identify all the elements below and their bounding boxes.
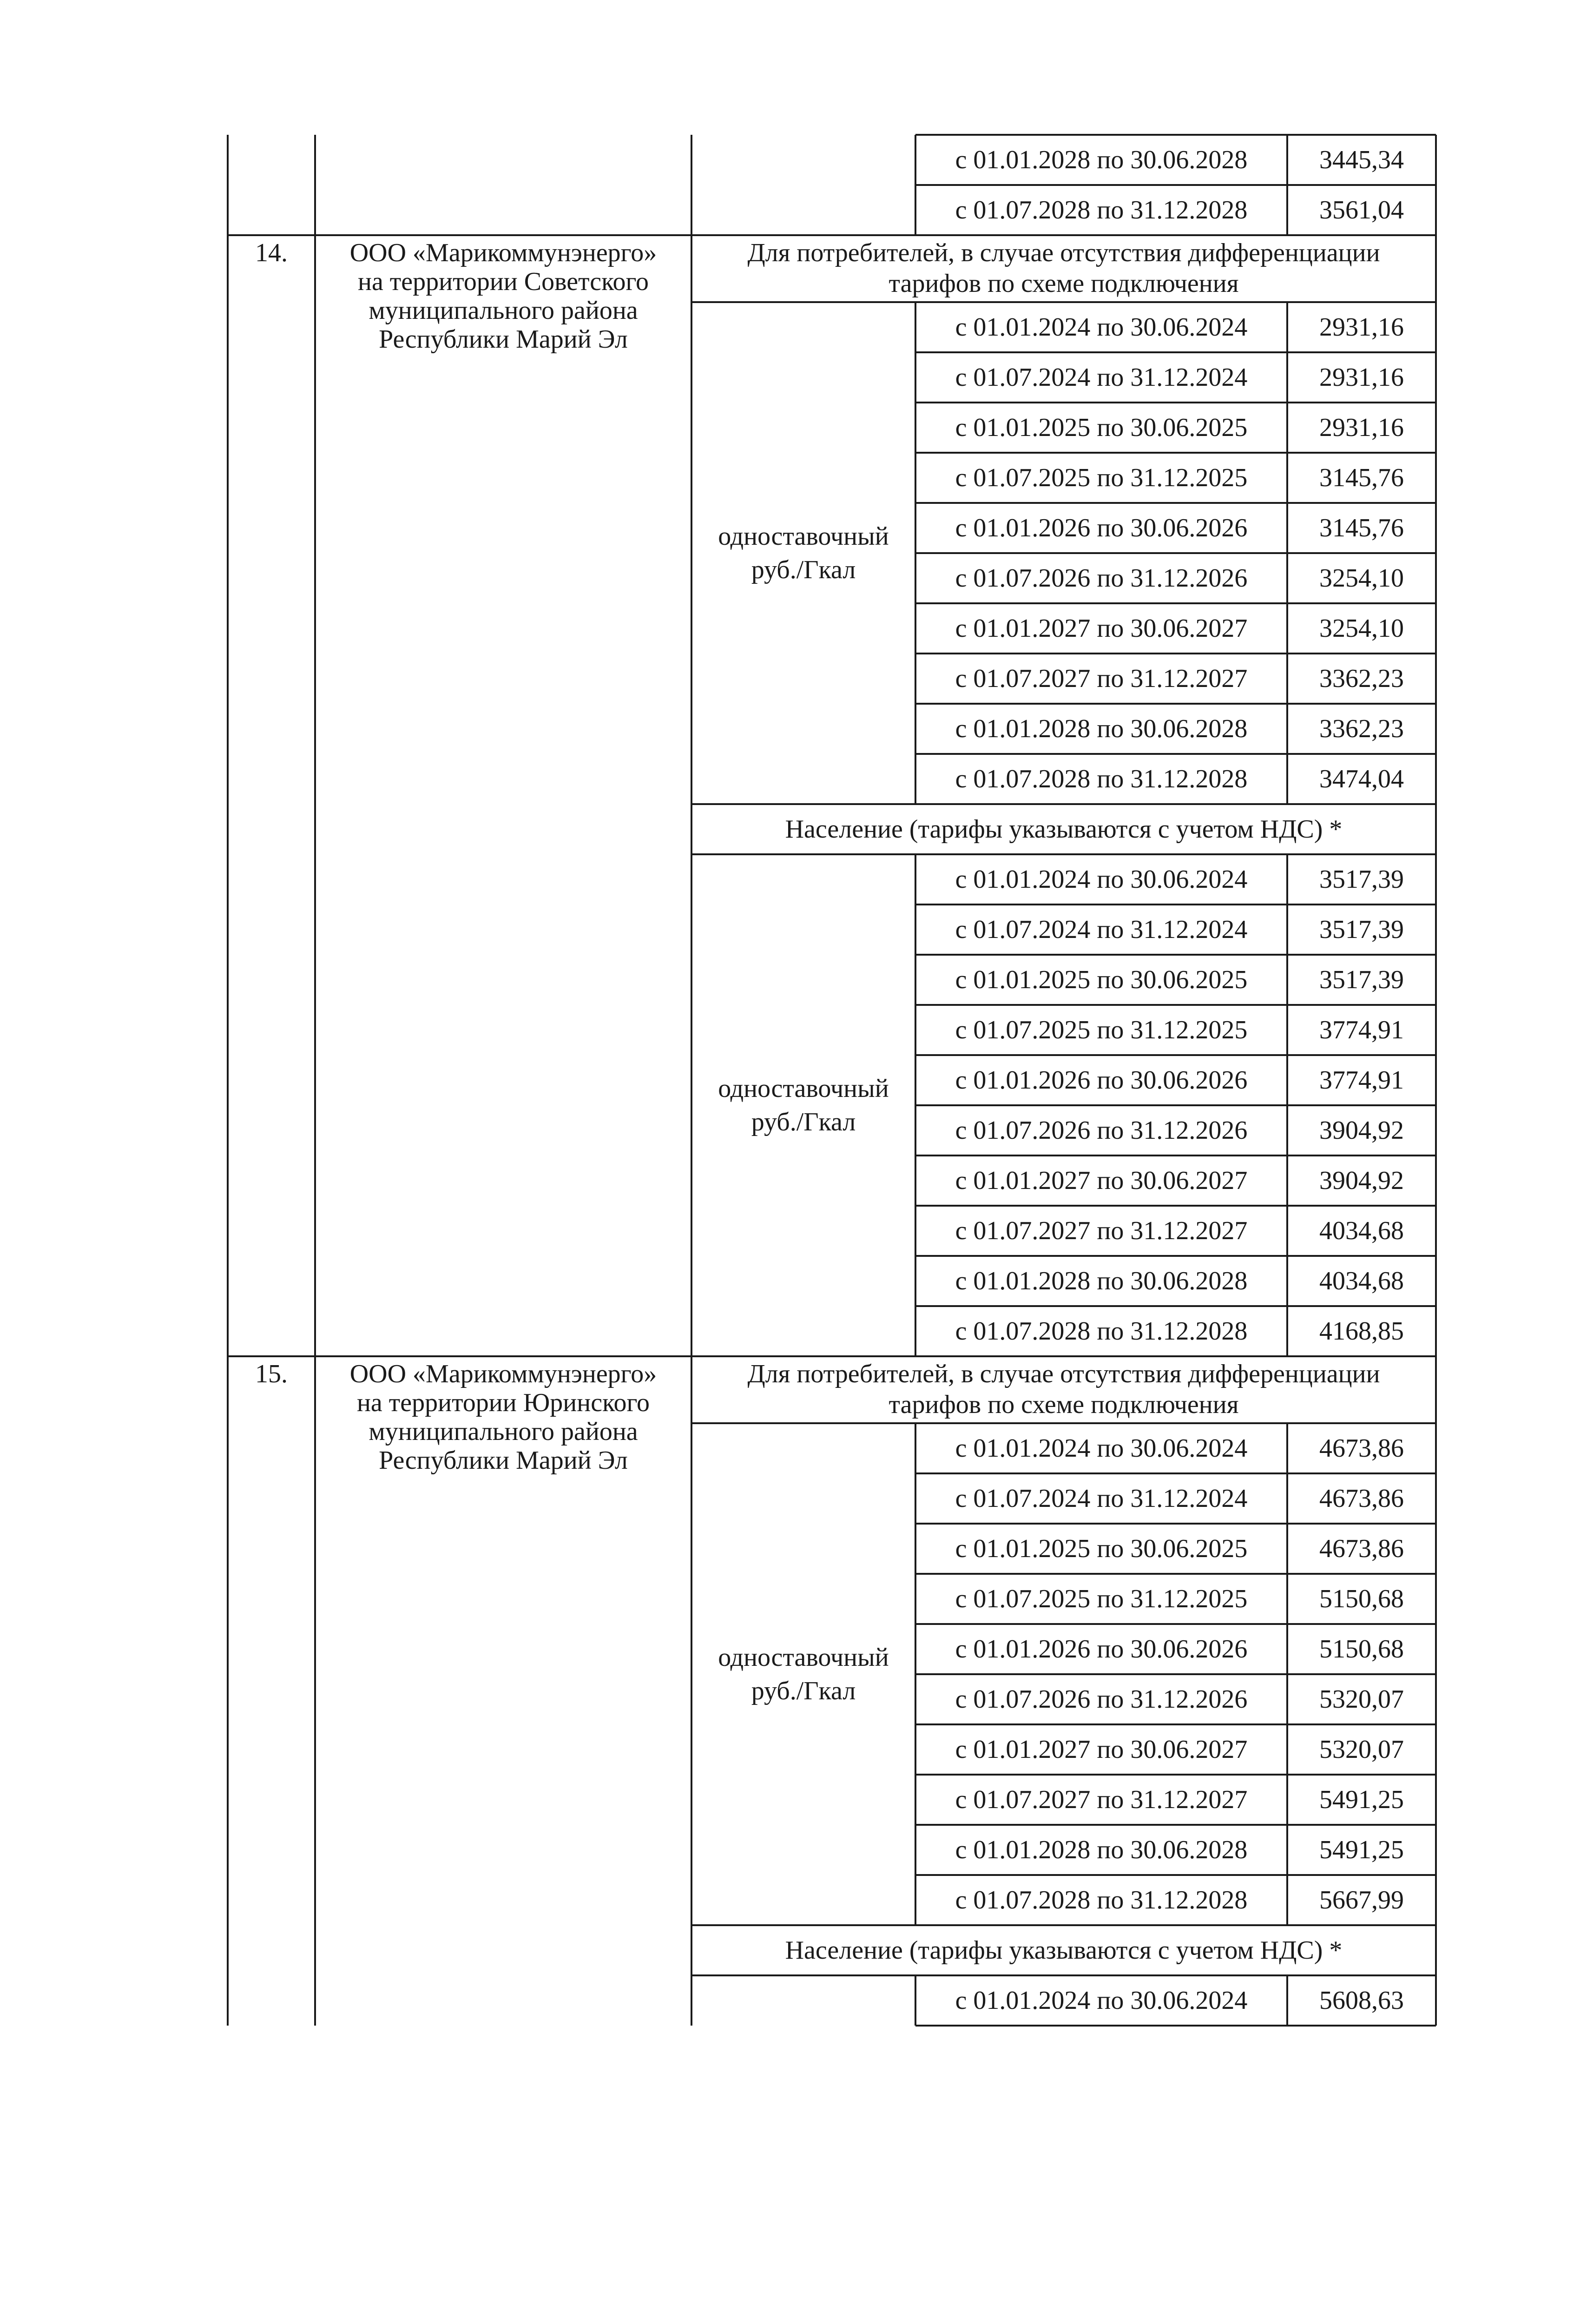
value-cell: 5320,07 bbox=[1319, 1735, 1404, 1764]
period-cell: с 01.01.2024 по 30.06.2024 bbox=[955, 313, 1248, 342]
row-border bbox=[915, 2025, 1436, 2027]
row-border bbox=[915, 1523, 1436, 1525]
value-cell: 3362,23 bbox=[1319, 664, 1404, 693]
group-header-consumers: тарифов по схеме подключения bbox=[889, 1390, 1239, 1419]
col-border-right bbox=[1435, 235, 1437, 1356]
value-cell: 3904,92 bbox=[1319, 1116, 1404, 1145]
col-border-right bbox=[1435, 135, 1437, 235]
organization-name-line: Республики Марий Эл bbox=[379, 1446, 628, 1475]
period-cell: с 01.01.2024 по 30.06.2024 bbox=[955, 1986, 1248, 2015]
period-cell: с 01.01.2026 по 30.06.2026 bbox=[955, 514, 1248, 542]
col-border-number bbox=[227, 1356, 229, 2026]
group-header-population: Население (тарифы указываются с учетом НДС) * bbox=[785, 1936, 1343, 1965]
period-cell: с 01.07.2026 по 31.12.2026 bbox=[955, 1685, 1248, 1714]
value-cell: 2931,16 bbox=[1319, 363, 1404, 392]
value-cell: 5320,07 bbox=[1319, 1685, 1404, 1714]
value-cell: 3254,10 bbox=[1319, 614, 1404, 643]
period-cell: с 01.07.2025 по 31.12.2025 bbox=[955, 1585, 1248, 1613]
col-border-number bbox=[227, 235, 229, 1356]
group-header-population: Население (тарифы указываются с учетом НДС) * bbox=[785, 815, 1343, 844]
period-cell: с 01.01.2028 по 30.06.2028 bbox=[955, 714, 1248, 743]
value-cell: 3517,39 bbox=[1319, 965, 1404, 994]
organization-name-line: на территории Советского bbox=[357, 267, 649, 296]
value-cell: 3517,39 bbox=[1319, 865, 1404, 894]
row-border bbox=[915, 1874, 1436, 1876]
organization-name-line: ООО «Марикоммунэнерго» bbox=[349, 238, 657, 267]
col-border-type bbox=[691, 1356, 692, 2026]
period-cell: с 01.01.2027 по 30.06.2027 bbox=[955, 1166, 1248, 1195]
organization-name-line: на территории Юринского bbox=[356, 1388, 650, 1417]
period-cell: с 01.07.2027 по 31.12.2027 bbox=[955, 1216, 1248, 1245]
period-cell: с 01.07.2025 по 31.12.2025 bbox=[955, 463, 1248, 492]
value-cell: 5150,68 bbox=[1319, 1585, 1404, 1613]
row-border bbox=[915, 1623, 1436, 1625]
period-cell: с 01.01.2025 по 30.06.2025 bbox=[955, 1534, 1248, 1563]
col-border-period bbox=[915, 854, 916, 1356]
row-border bbox=[915, 954, 1436, 956]
row-border bbox=[915, 1155, 1436, 1156]
group-header-border bbox=[691, 1422, 1436, 1424]
row-border bbox=[915, 402, 1436, 403]
entry-number: 14. bbox=[255, 238, 288, 267]
group-header-consumers: Для потребителей, в случае отсутствия дифференциации bbox=[747, 1360, 1380, 1388]
row-border bbox=[915, 904, 1436, 905]
value-cell: 3145,76 bbox=[1319, 514, 1404, 542]
row-border bbox=[915, 184, 1436, 186]
row-border bbox=[915, 1004, 1436, 1006]
value-cell: 4673,86 bbox=[1319, 1434, 1404, 1463]
value-cell: 3254,10 bbox=[1319, 564, 1404, 593]
value-cell: 3362,23 bbox=[1319, 714, 1404, 743]
period-cell: с 01.07.2028 по 31.12.2028 bbox=[955, 1886, 1248, 1915]
value-cell: 5667,99 bbox=[1319, 1886, 1404, 1915]
period-cell: с 01.01.2028 по 30.06.2028 bbox=[955, 1835, 1248, 1864]
value-cell: 4673,86 bbox=[1319, 1534, 1404, 1563]
period-cell: с 01.07.2024 по 31.12.2024 bbox=[955, 915, 1248, 944]
period-cell: с 01.01.2025 по 30.06.2025 bbox=[955, 413, 1248, 442]
organization-name-line: ООО «Марикоммунэнерго» bbox=[349, 1360, 657, 1388]
value-cell: 4168,85 bbox=[1319, 1317, 1404, 1346]
row-border bbox=[915, 1205, 1436, 1207]
period-cell: с 01.07.2027 по 31.12.2027 bbox=[955, 1785, 1248, 1814]
period-cell: с 01.07.2028 по 31.12.2028 bbox=[955, 196, 1248, 224]
value-cell: 3774,91 bbox=[1319, 1066, 1404, 1095]
value-cell: 3445,34 bbox=[1319, 145, 1404, 174]
row-border bbox=[915, 452, 1436, 454]
period-cell: с 01.01.2027 по 30.06.2027 bbox=[955, 614, 1248, 643]
value-cell: 5608,63 bbox=[1319, 1986, 1404, 2015]
value-cell: 4034,68 bbox=[1319, 1216, 1404, 1245]
col-border-value bbox=[1286, 854, 1288, 1356]
row-border bbox=[915, 502, 1436, 504]
value-cell: 3145,76 bbox=[1319, 463, 1404, 492]
period-cell: с 01.07.2026 по 31.12.2026 bbox=[955, 1116, 1248, 1145]
period-cell: с 01.01.2026 по 30.06.2026 bbox=[955, 1635, 1248, 1664]
col-border-value bbox=[1286, 302, 1288, 804]
group-header-border bbox=[691, 301, 1436, 303]
row-border bbox=[915, 351, 1436, 353]
period-cell: с 01.07.2025 по 31.12.2025 bbox=[955, 1016, 1248, 1044]
col-border-right bbox=[1435, 1356, 1437, 2026]
col-border-value bbox=[1286, 1423, 1288, 1925]
row-border bbox=[915, 703, 1436, 705]
period-cell: с 01.01.2027 по 30.06.2027 bbox=[955, 1735, 1248, 1764]
row-border bbox=[915, 653, 1436, 654]
tariff-type: одноставочный bbox=[718, 522, 889, 551]
value-cell: 3517,39 bbox=[1319, 915, 1404, 944]
col-border-period bbox=[915, 1423, 916, 1925]
row-border bbox=[915, 753, 1436, 755]
col-border-period bbox=[915, 135, 916, 235]
value-cell: 3474,04 bbox=[1319, 765, 1404, 793]
row-border bbox=[915, 1104, 1436, 1106]
period-cell: с 01.01.2028 по 30.06.2028 bbox=[955, 145, 1248, 174]
row-border bbox=[915, 1723, 1436, 1725]
row-border bbox=[915, 602, 1436, 604]
value-cell: 3904,92 bbox=[1319, 1166, 1404, 1195]
organization-name-line: муниципального района bbox=[369, 296, 638, 325]
organization-name-line: Республики Марий Эл bbox=[379, 325, 628, 354]
period-cell: с 01.07.2024 по 31.12.2024 bbox=[955, 363, 1248, 392]
period-cell: с 01.01.2028 по 30.06.2028 bbox=[955, 1267, 1248, 1295]
row-border bbox=[915, 1774, 1436, 1776]
col-border-value bbox=[1286, 135, 1288, 235]
value-cell: 4673,86 bbox=[1319, 1484, 1404, 1513]
col-border-org bbox=[314, 135, 316, 235]
row-border bbox=[915, 1673, 1436, 1675]
row-top-border bbox=[915, 134, 1436, 136]
value-cell: 5150,68 bbox=[1319, 1635, 1404, 1664]
period-cell: с 01.01.2024 по 30.06.2024 bbox=[955, 1434, 1248, 1463]
row-border bbox=[915, 1824, 1436, 1826]
row-border bbox=[915, 552, 1436, 554]
value-cell: 5491,25 bbox=[1319, 1835, 1404, 1864]
period-cell: с 01.01.2025 по 30.06.2025 bbox=[955, 965, 1248, 994]
value-cell: 4034,68 bbox=[1319, 1267, 1404, 1295]
col-border-type bbox=[691, 135, 692, 235]
col-border-type bbox=[691, 235, 692, 1356]
value-cell: 3561,04 bbox=[1319, 196, 1404, 224]
group-header-consumers: Для потребителей, в случае отсутствия дифференциации bbox=[747, 238, 1380, 267]
row-border bbox=[915, 1573, 1436, 1575]
group-header-border bbox=[691, 853, 1436, 855]
value-cell: 2931,16 bbox=[1319, 413, 1404, 442]
value-cell: 2931,16 bbox=[1319, 313, 1404, 342]
period-cell: с 01.01.2026 по 30.06.2026 bbox=[955, 1066, 1248, 1095]
period-cell: с 01.07.2027 по 31.12.2027 bbox=[955, 664, 1248, 693]
tariff-type: руб./Гкал bbox=[751, 1677, 856, 1705]
row-border bbox=[915, 1054, 1436, 1056]
period-cell: с 01.07.2026 по 31.12.2026 bbox=[955, 564, 1248, 593]
tariff-type: одноставочный bbox=[718, 1643, 889, 1672]
group-bottom-border bbox=[691, 803, 1436, 805]
col-border-org bbox=[314, 1356, 316, 2026]
value-cell: 5491,25 bbox=[1319, 1785, 1404, 1814]
tariff-type: руб./Гкал bbox=[751, 555, 856, 584]
row-border bbox=[915, 1305, 1436, 1307]
period-cell: с 01.07.2028 по 31.12.2028 bbox=[955, 1317, 1248, 1346]
tariff-type: одноставочный bbox=[718, 1074, 889, 1103]
value-cell: 3774,91 bbox=[1319, 1016, 1404, 1044]
col-border-org bbox=[314, 235, 316, 1356]
col-border-period bbox=[915, 302, 916, 804]
row-border bbox=[915, 1255, 1436, 1257]
period-cell: с 01.07.2024 по 31.12.2024 bbox=[955, 1484, 1248, 1513]
entry-number: 15. bbox=[255, 1360, 288, 1388]
group-header-consumers: тарифов по схеме подключения bbox=[889, 269, 1239, 298]
group-header-border bbox=[691, 1974, 1436, 1976]
col-border-period bbox=[915, 1975, 916, 2026]
tariff-type: руб./Гкал bbox=[751, 1108, 856, 1136]
row-border bbox=[915, 1472, 1436, 1474]
organization-name-line: муниципального района bbox=[369, 1417, 638, 1446]
col-border-value bbox=[1286, 1975, 1288, 2026]
period-cell: с 01.07.2028 по 31.12.2028 bbox=[955, 765, 1248, 793]
period-cell: с 01.01.2024 по 30.06.2024 bbox=[955, 865, 1248, 894]
group-bottom-border bbox=[691, 1924, 1436, 1926]
col-border-number bbox=[227, 135, 229, 235]
